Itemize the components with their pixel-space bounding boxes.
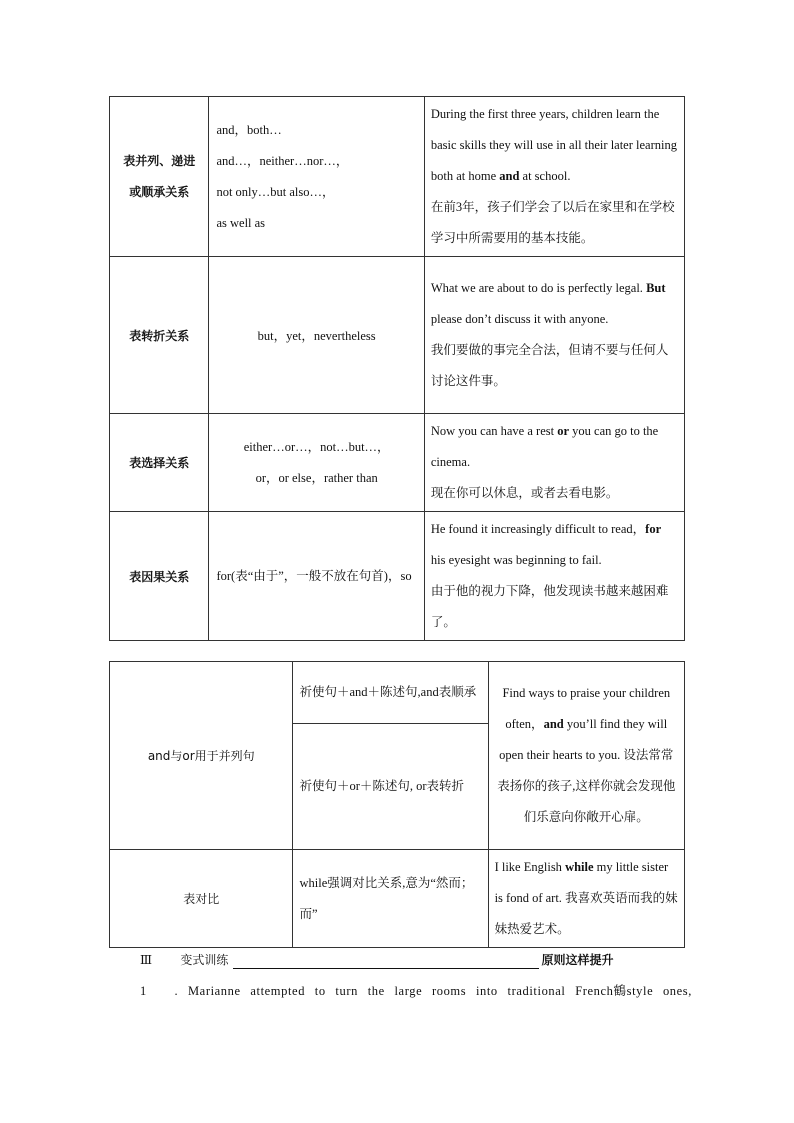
section-title: 变式训练 [180, 953, 229, 967]
word-item: and…，neither…nor…， [216, 153, 349, 168]
word-item: for(表“由于”，一般不放在句首)，so [216, 568, 412, 583]
pattern-label-cell [110, 850, 293, 948]
underline-blank [233, 954, 539, 969]
example-zh: 现在你可以休息，或者去看电影。 [430, 486, 619, 500]
words-cell [209, 257, 424, 414]
relation-label: 表转折关系 [129, 328, 190, 343]
pattern-sub-cell [293, 662, 488, 724]
words-cell [209, 512, 424, 641]
words-cell [209, 97, 424, 257]
word-item: either…or…，not…but…， [243, 439, 390, 454]
pattern-sub-cell [293, 850, 488, 948]
example-en: I like English while my little sister is fond of art. 我喜欢英语而我的妹妹热爱艺术。 [494, 860, 678, 936]
relation-label: 表因果关系 [129, 569, 190, 584]
pattern-example-cell [488, 662, 684, 850]
example-zh: 设法常常表扬你的孩子,这样你就会发现他们乐意向你敞开心扉。 [497, 748, 676, 824]
word-item: as well as [216, 215, 266, 230]
pattern-label-cell [110, 662, 293, 850]
word-item: or，or else，rather than [255, 470, 378, 485]
relation-label: 或顺承关系 [129, 184, 190, 199]
conjunction-table [109, 96, 685, 641]
question-number: 1 [140, 984, 147, 998]
table-row [110, 257, 685, 414]
example-cell [424, 512, 684, 641]
table-row [110, 512, 685, 641]
example-en: He found it increasingly difficult to read，for his eyesight was beginning to fail. [430, 522, 662, 567]
example-en: Now you can have a rest or you can go to the cinema. [430, 424, 659, 469]
question-item [140, 980, 692, 1002]
example-cell [424, 414, 684, 512]
word-item: and，both… [216, 122, 282, 137]
words-cell [209, 414, 424, 512]
example-zh: 我喜欢英语而我的妹妹热爱艺术。 [494, 891, 678, 936]
table-row [110, 850, 685, 948]
relation-cell [110, 97, 209, 257]
pattern-example-cell [488, 850, 684, 948]
word-item: not only…but also…， [216, 184, 335, 199]
table-row [110, 97, 685, 257]
example-cell [424, 257, 684, 414]
relation-cell [110, 257, 209, 414]
relation-label: 表选择关系 [129, 456, 190, 470]
example-zh: 我们要做的事完全合法，但请不要与任何人讨论这件事。 [430, 343, 669, 388]
pattern-sub: 祈使句＋and＋陈述句,and表顺承 [299, 685, 477, 699]
section-right-title: 原则这样提升 [541, 953, 614, 967]
pattern-sub: 祈使句＋or＋陈述句, or表转折 [299, 779, 465, 793]
question-text: . Marianne attempted to turn the large rooms into traditional French鶴style ones, [174, 984, 692, 998]
sentence-pattern-table [109, 661, 685, 948]
pattern-sub-cell [293, 724, 488, 850]
example-en: During the first three years, children learn the basic skills they will use in all their later learning both at home and at school. [430, 107, 677, 183]
example-zh: 在前3年，孩子们学会了以后在家里和在学校学习中所需要用的基本技能。 [430, 200, 675, 245]
section-numeral: Ⅲ [140, 953, 153, 967]
pattern-label: and与or用于并列句 [147, 749, 255, 763]
pattern-label: 表对比 [183, 892, 220, 906]
table-row [110, 662, 685, 724]
relation-label: 表并列、递进 [123, 153, 196, 168]
example-cell [424, 97, 684, 257]
section-heading [140, 948, 700, 972]
relation-cell [110, 414, 209, 512]
example-zh: 由于他的视力下降，他发现读书越来越困难了。 [430, 584, 669, 629]
example-en: What we are about to do is perfectly legal. But please don’t discuss it with anyone. [430, 281, 666, 326]
pattern-sub: while强调对比关系,意为“然而；而” [299, 875, 474, 921]
example-en: Find ways to praise your children often，and you’ll find they will open their hearts to you. 设法常常表扬你的孩子,这样你就会发现他们乐意向你敞开心扉。 [497, 686, 676, 824]
table-row [110, 414, 685, 512]
relation-cell [110, 512, 209, 641]
word-item: but，yet，nevertheless [257, 329, 376, 343]
